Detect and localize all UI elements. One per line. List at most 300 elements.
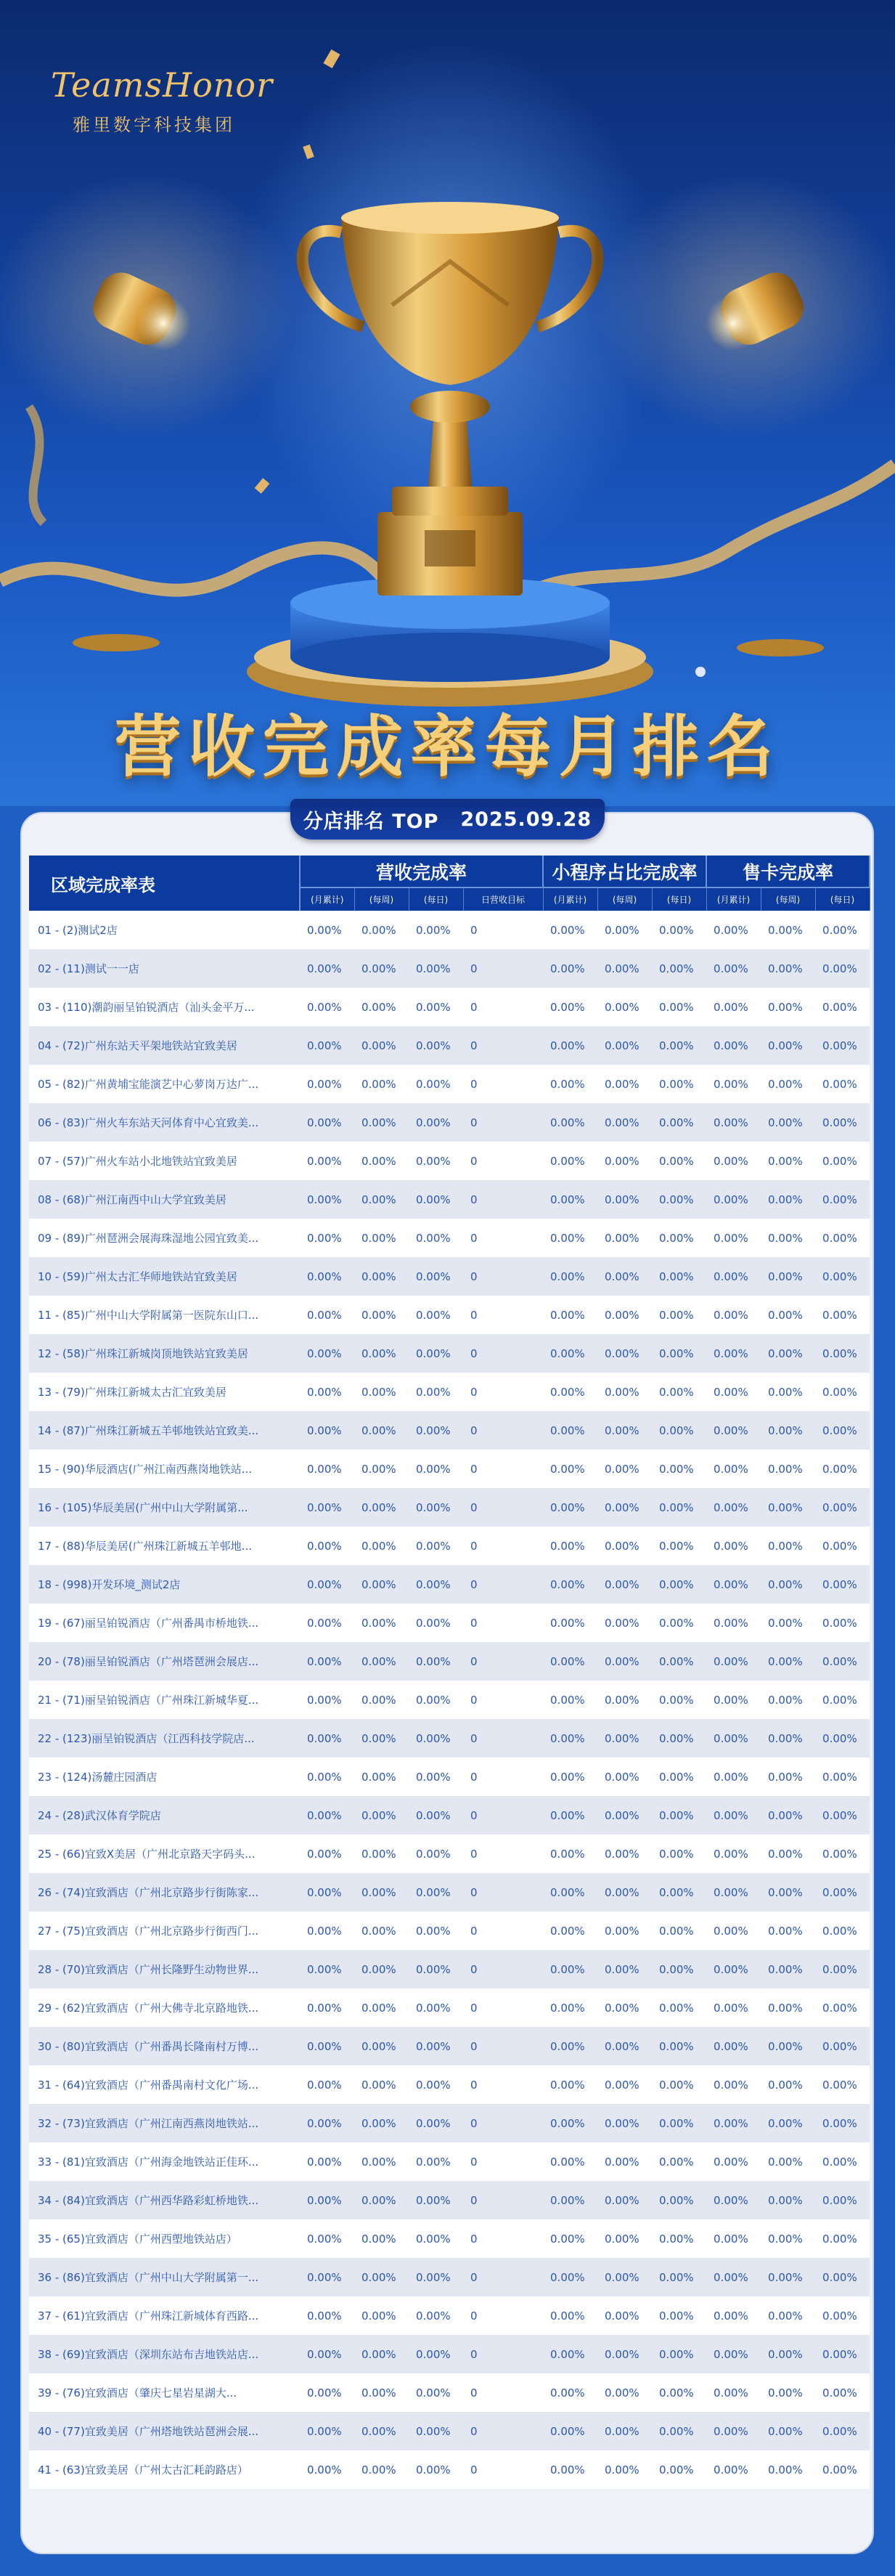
metric-cell: 0.00% xyxy=(659,2386,694,2400)
table-row[interactable] xyxy=(29,2219,870,2258)
metric-cell: 0.00% xyxy=(550,1346,585,1360)
metric-cell: 0.00% xyxy=(714,1731,748,1745)
metric-cell: 0.00% xyxy=(307,2463,342,2477)
table-row[interactable] xyxy=(29,1334,870,1373)
metric-cell: 0.00% xyxy=(768,2309,803,2323)
store-name-cell: 32 - (73)宜致酒店（广州江南西燕岗地铁站... xyxy=(38,2117,259,2130)
metric-cell: 0.00% xyxy=(550,1500,585,1514)
metric-cell: 0.00% xyxy=(714,1654,748,1668)
metric-cell: 0.00% xyxy=(714,2078,748,2092)
metric-cell: 0.00% xyxy=(605,962,639,975)
table-row[interactable] xyxy=(29,1450,870,1488)
table-row[interactable] xyxy=(29,1065,870,1103)
metric-cell: 0.00% xyxy=(768,1000,803,1014)
metric-cell: 0.00% xyxy=(659,1269,694,1283)
metric-cell: 0 xyxy=(470,1962,478,1976)
metric-cell: 0.00% xyxy=(768,1423,803,1437)
metric-cell: 0.00% xyxy=(416,1231,451,1245)
table-row[interactable] xyxy=(29,1835,870,1873)
metric-cell: 0.00% xyxy=(605,1039,639,1052)
store-name-cell: 40 - (77)宜致美居（广州塔地铁站琶洲会展... xyxy=(38,2425,259,2438)
metric-cell: 0.00% xyxy=(714,2232,748,2246)
metric-cell: 0.00% xyxy=(659,2155,694,2169)
metric-cell: 0.00% xyxy=(416,1808,451,1822)
table-row[interactable] xyxy=(29,1296,870,1334)
metric-cell: 0.00% xyxy=(659,2424,694,2438)
metric-cell: 0.00% xyxy=(550,1154,585,1168)
metric-cell: 0.00% xyxy=(714,1539,748,1553)
metric-cell: 0.00% xyxy=(822,2193,857,2207)
table-row[interactable] xyxy=(29,1681,870,1719)
metric-cell: 0 xyxy=(470,1192,478,1206)
metric-cell: 0.00% xyxy=(659,1962,694,1976)
metric-cell: 0.00% xyxy=(550,1039,585,1052)
metric-cell: 0.00% xyxy=(605,1231,639,1245)
metric-cell: 0.00% xyxy=(659,1346,694,1360)
table-row[interactable] xyxy=(29,1219,870,1257)
column-subheader: (每周) xyxy=(761,887,815,911)
metric-cell: 0.00% xyxy=(822,2039,857,2053)
metric-cell: 0.00% xyxy=(361,1500,396,1514)
metric-cell: 0.00% xyxy=(550,2424,585,2438)
metric-cell: 0.00% xyxy=(822,2155,857,2169)
metric-cell: 0.00% xyxy=(822,2270,857,2284)
metric-cell: 0.00% xyxy=(361,2347,396,2361)
metric-cell: 0.00% xyxy=(714,1847,748,1861)
metric-cell: 0 xyxy=(470,2424,478,2438)
metric-cell: 0.00% xyxy=(307,1116,342,1129)
table-row[interactable] xyxy=(29,2373,870,2412)
metric-cell: 0.00% xyxy=(307,2001,342,2015)
metric-cell: 0.00% xyxy=(768,1077,803,1091)
table-row[interactable] xyxy=(29,1411,870,1450)
metric-cell: 0.00% xyxy=(822,1462,857,1476)
metric-cell: 0.00% xyxy=(307,1231,342,1245)
metric-cell: 0.00% xyxy=(605,1500,639,1514)
metric-cell: 0 xyxy=(470,962,478,975)
group-header-miniprogram: 小程序占比完成率 xyxy=(543,856,706,887)
table-row[interactable] xyxy=(29,1950,870,1988)
metric-cell: 0.00% xyxy=(307,1962,342,1976)
metric-cell: 0.00% xyxy=(307,2232,342,2246)
metric-cell: 0.00% xyxy=(416,1693,451,1707)
table-row[interactable] xyxy=(29,1911,870,1950)
metric-cell: 0.00% xyxy=(307,1654,342,1668)
ribbon-date: 2025.09.28 xyxy=(460,808,592,831)
table-row[interactable] xyxy=(29,2296,870,2335)
metric-cell: 0 xyxy=(470,2116,478,2130)
metric-cell: 0.00% xyxy=(550,1385,585,1399)
metric-cell: 0.00% xyxy=(550,2001,585,2015)
metric-cell: 0.00% xyxy=(550,2232,585,2246)
metric-cell: 0.00% xyxy=(550,2193,585,2207)
metric-cell: 0.00% xyxy=(605,1385,639,1399)
metric-cell: 0.00% xyxy=(416,1269,451,1283)
metric-cell: 0.00% xyxy=(605,1116,639,1129)
metric-cell: 0 xyxy=(470,2193,478,2207)
metric-cell: 0.00% xyxy=(822,962,857,975)
metric-cell: 0 xyxy=(470,2270,478,2284)
metric-cell: 0.00% xyxy=(307,1616,342,1630)
metric-cell: 0.00% xyxy=(659,1231,694,1245)
metric-cell: 0.00% xyxy=(307,1039,342,1052)
metric-cell: 0.00% xyxy=(714,2424,748,2438)
table-row[interactable] xyxy=(29,1796,870,1835)
store-name-cell: 13 - (79)广州珠江新城太古汇宜致美居 xyxy=(38,1386,226,1399)
table-row[interactable] xyxy=(29,2104,870,2142)
metric-cell: 0.00% xyxy=(361,2078,396,2092)
metric-cell: 0 xyxy=(470,1039,478,1052)
metric-cell: 0.00% xyxy=(416,1116,451,1129)
store-name-cell: 25 - (66)宜致X美居（广州北京路天字码头... xyxy=(38,1848,256,1861)
store-name-cell: 21 - (71)丽呈铂锐酒店（广州珠江新城华夏... xyxy=(38,1694,259,1707)
metric-cell: 0.00% xyxy=(550,2155,585,2169)
store-name-cell: 06 - (83)广州火车东站天河体育中心宜致美... xyxy=(38,1116,259,1129)
metric-cell: 0.00% xyxy=(416,1654,451,1668)
metric-cell: 0.00% xyxy=(550,1077,585,1091)
metric-cell: 0.00% xyxy=(307,2424,342,2438)
table-row[interactable] xyxy=(29,2412,870,2450)
metric-cell: 0 xyxy=(470,1924,478,1938)
metric-cell: 0.00% xyxy=(307,2270,342,2284)
metric-cell: 0.00% xyxy=(659,1770,694,1784)
metric-cell: 0.00% xyxy=(714,1616,748,1630)
table-row[interactable] xyxy=(29,1103,870,1142)
metric-cell: 0.00% xyxy=(550,1423,585,1437)
table-row[interactable] xyxy=(29,1873,870,1911)
metric-cell: 0.00% xyxy=(714,1693,748,1707)
metric-cell: 0.00% xyxy=(822,1500,857,1514)
metric-cell: 0.00% xyxy=(307,2386,342,2400)
metric-cell: 0.00% xyxy=(768,1847,803,1861)
metric-cell: 0.00% xyxy=(822,1577,857,1591)
metric-cell: 0.00% xyxy=(822,1308,857,1322)
metric-cell: 0.00% xyxy=(416,1308,451,1322)
metric-cell: 0.00% xyxy=(416,2155,451,2169)
metric-cell: 0.00% xyxy=(605,1462,639,1476)
metric-cell: 0 xyxy=(470,1346,478,1360)
metric-cell: 0.00% xyxy=(659,1500,694,1514)
hero-title: 营收完成率每月排名 xyxy=(114,708,781,786)
metric-cell: 0.00% xyxy=(550,1000,585,1014)
brand-logo-text: TeamsHonor xyxy=(51,65,274,105)
metric-cell: 0.00% xyxy=(605,2347,639,2361)
metric-cell: 0.00% xyxy=(307,1269,342,1283)
metric-cell: 0.00% xyxy=(714,1308,748,1322)
metric-cell: 0 xyxy=(470,2347,478,2361)
metric-cell: 0.00% xyxy=(822,1385,857,1399)
metric-cell: 0.00% xyxy=(605,2232,639,2246)
metric-cell: 0.00% xyxy=(714,2116,748,2130)
metric-cell: 0.00% xyxy=(550,1539,585,1553)
metric-cell: 0.00% xyxy=(416,1500,451,1514)
table-row[interactable] xyxy=(29,949,870,988)
metric-cell: 0.00% xyxy=(822,1269,857,1283)
metric-cell: 0.00% xyxy=(605,1577,639,1591)
metric-cell: 0.00% xyxy=(550,2116,585,2130)
metric-cell: 0.00% xyxy=(768,1231,803,1245)
metric-cell: 0.00% xyxy=(659,1423,694,1437)
metric-cell: 0.00% xyxy=(550,1693,585,1707)
metric-cell: 0.00% xyxy=(307,1693,342,1707)
metric-cell: 0.00% xyxy=(307,2078,342,2092)
metric-cell: 0.00% xyxy=(605,1770,639,1784)
metric-cell: 0.00% xyxy=(416,1577,451,1591)
metric-cell: 0.00% xyxy=(768,1116,803,1129)
metric-cell: 0.00% xyxy=(361,2309,396,2323)
metric-cell: 0.00% xyxy=(416,1462,451,1476)
metric-cell: 0.00% xyxy=(822,1885,857,1899)
metric-cell: 0.00% xyxy=(605,2463,639,2477)
metric-cell: 0.00% xyxy=(416,1539,451,1553)
metric-cell: 0.00% xyxy=(416,2347,451,2361)
metric-cell: 0.00% xyxy=(550,1731,585,1745)
store-name-cell: 30 - (80)宜致酒店（广州番禺长隆南村万博... xyxy=(38,2040,259,2053)
table-row[interactable] xyxy=(29,1373,870,1411)
metric-cell: 0.00% xyxy=(361,2463,396,2477)
metric-cell: 0.00% xyxy=(659,1808,694,1822)
metric-cell: 0.00% xyxy=(822,1962,857,1976)
table-row[interactable] xyxy=(29,2065,870,2104)
metric-cell: 0.00% xyxy=(659,2001,694,2015)
metric-cell: 0 xyxy=(470,1654,478,1668)
metric-cell: 0.00% xyxy=(714,1577,748,1591)
metric-cell: 0.00% xyxy=(605,1654,639,1668)
store-name-cell: 04 - (72)广州东站天平架地铁站宜致美居 xyxy=(38,1039,237,1052)
table-row[interactable] xyxy=(29,1758,870,1796)
brand-logo-subtitle: 雅里数字科技集团 xyxy=(73,115,235,135)
metric-cell: 0.00% xyxy=(768,2078,803,2092)
store-name-cell: 33 - (81)宜致酒店（广州海金地铁站正佳环... xyxy=(38,2156,259,2169)
metric-cell: 0.00% xyxy=(605,1000,639,1014)
table-row[interactable] xyxy=(29,1604,870,1642)
metric-cell: 0.00% xyxy=(550,2309,585,2323)
metric-cell: 0.00% xyxy=(714,1770,748,1784)
table-row[interactable] xyxy=(29,1180,870,1219)
metric-cell: 0.00% xyxy=(307,1924,342,1938)
metric-cell: 0.00% xyxy=(416,1847,451,1861)
store-name-cell: 22 - (123)丽呈铂锐酒店（江西科技学院店... xyxy=(38,1732,255,1745)
ranking-table xyxy=(29,856,870,2489)
metric-cell: 0.00% xyxy=(361,1000,396,1014)
metric-cell: 0.00% xyxy=(605,1924,639,1938)
table-row[interactable] xyxy=(29,2181,870,2219)
metric-cell: 0.00% xyxy=(768,2001,803,2015)
metric-cell: 0 xyxy=(470,1462,478,1476)
metric-cell: 0 xyxy=(470,1231,478,1245)
store-name-cell: 17 - (88)华辰美居(广州珠江新城五羊邨地... xyxy=(38,1540,252,1553)
metric-cell: 0.00% xyxy=(822,2347,857,2361)
store-name-cell: 15 - (90)华辰酒店(广州江南西燕岗地铁站... xyxy=(38,1463,252,1476)
metric-cell: 0.00% xyxy=(361,1654,396,1668)
table-row[interactable] xyxy=(29,1488,870,1527)
store-name-cell: 26 - (74)宜致酒店（广州北京路步行街陈家... xyxy=(38,1886,259,1899)
store-name-cell: 05 - (82)广州黄埔宝能演艺中心萝岗万达广... xyxy=(38,1078,259,1091)
metric-cell: 0.00% xyxy=(822,2001,857,2015)
metric-cell: 0.00% xyxy=(550,1770,585,1784)
metric-cell: 0.00% xyxy=(768,923,803,937)
table-row[interactable] xyxy=(29,1257,870,1296)
metric-cell: 0.00% xyxy=(605,1192,639,1206)
table-row[interactable] xyxy=(29,2027,870,2065)
table-row[interactable] xyxy=(29,1527,870,1565)
store-name-cell: 37 - (61)宜致酒店（广州珠江新城体育西路... xyxy=(38,2309,259,2323)
metric-cell: 0.00% xyxy=(822,1039,857,1052)
metric-cell: 0.00% xyxy=(659,1616,694,1630)
table-row[interactable] xyxy=(29,2258,870,2296)
metric-cell: 0.00% xyxy=(659,2078,694,2092)
metric-cell: 0.00% xyxy=(605,1308,639,1322)
metric-cell: 0.00% xyxy=(416,1423,451,1437)
store-name-cell: 09 - (89)广州琶洲会展海珠湿地公园宜致美... xyxy=(38,1232,259,1245)
metric-cell: 0.00% xyxy=(822,2424,857,2438)
table-row[interactable] xyxy=(29,1642,870,1681)
metric-cell: 0.00% xyxy=(768,2039,803,2053)
metric-cell: 0.00% xyxy=(768,2386,803,2400)
metric-cell: 0.00% xyxy=(768,1039,803,1052)
metric-cell: 0.00% xyxy=(361,1462,396,1476)
brand-logo xyxy=(51,65,274,136)
metric-cell: 0.00% xyxy=(361,1616,396,1630)
table-row[interactable] xyxy=(29,911,870,949)
metric-cell: 0.00% xyxy=(307,1308,342,1322)
metric-cell: 0.00% xyxy=(361,2386,396,2400)
metric-cell: 0.00% xyxy=(361,1577,396,1591)
metric-cell: 0.00% xyxy=(822,1154,857,1168)
metric-cell: 0.00% xyxy=(361,923,396,937)
metric-cell: 0 xyxy=(470,1500,478,1514)
metric-cell: 0.00% xyxy=(361,1847,396,1861)
metric-cell: 0.00% xyxy=(768,2270,803,2284)
metric-cell: 0.00% xyxy=(550,2463,585,2477)
metric-cell: 0.00% xyxy=(659,2270,694,2284)
metric-cell: 0.00% xyxy=(416,2463,451,2477)
column-subheader: (月累计) xyxy=(543,887,597,911)
metric-cell: 0.00% xyxy=(416,1346,451,1360)
metric-cell: 0.00% xyxy=(605,1808,639,1822)
metric-cell: 0.00% xyxy=(605,923,639,937)
metric-cell: 0.00% xyxy=(416,923,451,937)
metric-cell: 0.00% xyxy=(822,1077,857,1091)
column-subheader: (每周) xyxy=(597,887,652,911)
metric-cell: 0.00% xyxy=(307,923,342,937)
store-name-cell: 31 - (64)宜致酒店（广州番禺南村文化广场... xyxy=(38,2079,259,2092)
metric-cell: 0.00% xyxy=(361,2001,396,2015)
metric-cell: 0.00% xyxy=(822,1231,857,1245)
store-name-cell: 28 - (70)宜致酒店（广州长隆野生动物世界... xyxy=(38,1963,259,1976)
metric-cell: 0.00% xyxy=(659,1654,694,1668)
metric-cell: 0.00% xyxy=(659,1192,694,1206)
metric-cell: 0 xyxy=(470,2232,478,2246)
store-name-cell: 39 - (76)宜致酒店（肇庆七星岩星湖大... xyxy=(38,2386,237,2400)
table-row[interactable] xyxy=(29,2142,870,2181)
metric-cell: 0.00% xyxy=(714,2001,748,2015)
store-name-cell: 14 - (87)广州珠江新城五羊邨地铁站宜致美... xyxy=(38,1424,259,1437)
metric-cell: 0.00% xyxy=(550,1885,585,1899)
metric-cell: 0.00% xyxy=(550,2270,585,2284)
ranking-table-container xyxy=(29,856,866,2489)
store-name-cell: 10 - (59)广州太古汇华师地铁站宜致美居 xyxy=(38,1270,237,1283)
metric-cell: 0.00% xyxy=(416,2386,451,2400)
metric-cell: 0.00% xyxy=(659,2193,694,2207)
metric-cell: 0.00% xyxy=(768,1693,803,1707)
metric-cell: 0 xyxy=(470,1577,478,1591)
metric-cell: 0.00% xyxy=(714,2155,748,2169)
metric-cell: 0.00% xyxy=(605,1346,639,1360)
metric-cell: 0.00% xyxy=(822,1616,857,1630)
metric-cell: 0.00% xyxy=(714,1500,748,1514)
table-row[interactable] xyxy=(29,988,870,1026)
table-row[interactable] xyxy=(29,2450,870,2489)
metric-cell: 0 xyxy=(470,1308,478,1322)
metric-cell: 0.00% xyxy=(361,1039,396,1052)
metric-cell: 0.00% xyxy=(714,2386,748,2400)
metric-cell: 0 xyxy=(470,1770,478,1784)
metric-cell: 0.00% xyxy=(659,2232,694,2246)
metric-cell: 0.00% xyxy=(550,2039,585,2053)
metric-cell: 0.00% xyxy=(605,2193,639,2207)
store-name-cell: 38 - (69)宜致酒店（深圳东站布吉地铁站店... xyxy=(38,2348,259,2361)
metric-cell: 0.00% xyxy=(307,1731,342,1745)
table-row[interactable] xyxy=(29,1719,870,1758)
metric-cell: 0.00% xyxy=(361,2039,396,2053)
metric-cell: 0 xyxy=(470,1154,478,1168)
metric-cell: 0.00% xyxy=(550,1116,585,1129)
column-subheader: (月累计) xyxy=(706,887,761,911)
table-row[interactable] xyxy=(29,1988,870,2027)
metric-cell: 0.00% xyxy=(768,1962,803,1976)
metric-cell: 0.00% xyxy=(550,1847,585,1861)
metric-cell: 0 xyxy=(470,1616,478,1630)
metric-cell: 0.00% xyxy=(822,2386,857,2400)
hero-banner xyxy=(0,0,895,806)
store-name-cell: 08 - (68)广州江南西中山大学宜致美居 xyxy=(38,1193,226,1206)
metric-cell: 0.00% xyxy=(822,1924,857,1938)
table-row[interactable] xyxy=(29,1565,870,1604)
metric-cell: 0.00% xyxy=(822,1693,857,1707)
metric-cell: 0.00% xyxy=(659,962,694,975)
metric-cell: 0.00% xyxy=(550,2386,585,2400)
table-row[interactable] xyxy=(29,1026,870,1065)
metric-cell: 0.00% xyxy=(768,1346,803,1360)
metric-cell: 0.00% xyxy=(659,1885,694,1899)
metric-cell: 0.00% xyxy=(822,1116,857,1129)
table-row[interactable] xyxy=(29,1142,870,1180)
metric-cell: 0.00% xyxy=(550,2347,585,2361)
metric-cell: 0.00% xyxy=(416,1039,451,1052)
metric-cell: 0.00% xyxy=(361,1693,396,1707)
metric-cell: 0.00% xyxy=(659,1308,694,1322)
metric-cell: 0.00% xyxy=(768,1385,803,1399)
metric-cell: 0.00% xyxy=(768,1808,803,1822)
metric-cell: 0 xyxy=(470,1539,478,1553)
metric-cell: 0.00% xyxy=(659,1116,694,1129)
metric-cell: 0.00% xyxy=(361,1770,396,1784)
table-row[interactable] xyxy=(29,2335,870,2373)
metric-cell: 0.00% xyxy=(361,1731,396,1745)
metric-cell: 0.00% xyxy=(822,2309,857,2323)
metric-cell: 0.00% xyxy=(714,2463,748,2477)
store-name-cell: 03 - (110)潮韵丽呈铂锐酒店（汕头金平万... xyxy=(38,1001,255,1014)
metric-cell: 0.00% xyxy=(768,1462,803,1476)
store-name-cell: 29 - (62)宜致酒店（广州大佛寺北京路地铁... xyxy=(38,2002,259,2015)
table-body xyxy=(29,911,870,2489)
metric-cell: 0.00% xyxy=(714,1885,748,1899)
metric-cell: 0.00% xyxy=(416,1077,451,1091)
metric-cell: 0.00% xyxy=(822,2232,857,2246)
metric-cell: 0.00% xyxy=(550,1616,585,1630)
metric-cell: 0.00% xyxy=(768,1539,803,1553)
